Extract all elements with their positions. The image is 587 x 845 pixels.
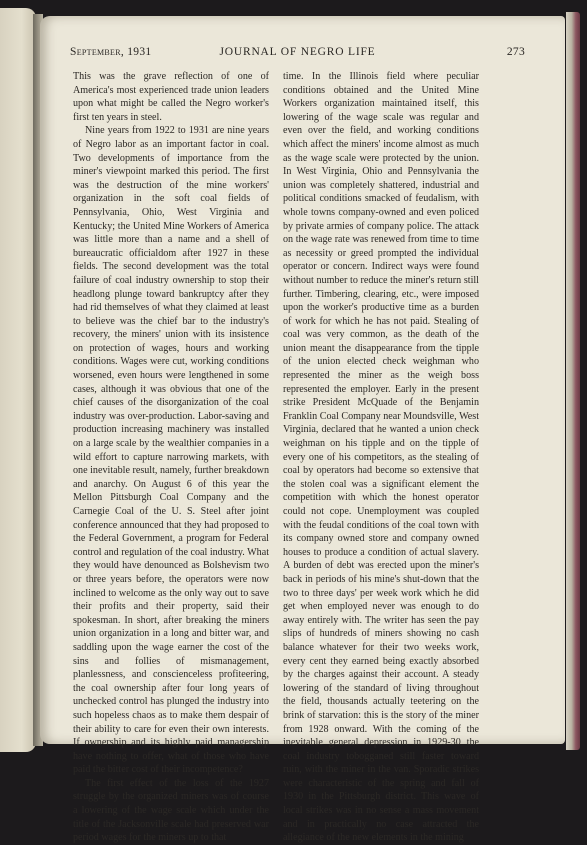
paragraph: The first effect of the loss of the 1927 struggle by the organized miners was of course a lowering of the wage scale which under the title of the Jacksonville scale had preserved war period wages for the miners up to that xyxy=(73,777,269,844)
page-number: 273 xyxy=(506,46,525,58)
left-column xyxy=(73,70,269,845)
issue-date: September, 1931 xyxy=(70,46,152,58)
left-page-edge xyxy=(0,8,36,752)
paragraph: This was the grave reflection of one of America's most experienced trade union leaders upon what might be called the Negro worker's first ten years in steel. xyxy=(73,71,269,123)
paragraph: time. In the Illinois field where peculiar conditions obtained and the United Mine Workers organization maintained itself, this lowering of the wage scale was regular and even over the field, and working conditions which affect the miners' income almost as much as the wage scale were protected by the union. In West Virginia, Ohio and Pennsylvania the union was completely shattered, industrial and political conditions smacked of feudalism, with whole towns company-owned and even policed by private armies of company police. The attack on the wage rate was renewed from time to time as necessity or greed prompted the individual operator or concern. Indirect ways were found without number to reduce the miner's return still further. Timbering, clearing, etc., were imposed upon the worker's productive time as a burden of work for which he has not paid. Stealing of coal was very common, as the death of the union meant the disappearance from the tipple of the union elected check weighman who represented the miner as the weigh boss represented the employer. Early in the present strike President McQuade of the Benjamin Franklin Coal Company near Moundsville, West Virginia, declared that he wanted a union check weighman on his tipple and on the tipple of every one of his competitors, as the stealing of coal by operators had become so extensive that the stolen coal was a significant element the competition with which the honest operator could not cope. Unemployment was coupled with the feudal conditions of the coal town with its company owned store and company owned houses to produce a condition of actual slavery. A burden of debt was erected upon the miner's back in periods of his mine's shut-down that the two to three days' per week work which he did get when employed never was enough to do away entirely with. The writer has seen the pay slips of hundreds of miners showing no cash balance whatever for their two weeks work, every cent they earned being exactly absorbed by the charges against their account. A steady lowering of the standard of living throughout the field, thousands actually teetering on the brink of starvation: this is the story of the miner from 1928 onward. With the coming of the inevitable general depression in 1929-30 the coal industry tobogganed still faster toward ruin, with the miner in the van. Sporadic strikes were characteristic of the spring and fall of 1930 in the Pittsburgh district. This wave of local strikes was in no sense a mass movement and in practically no case attracted the allegiance of the new elements in the mining xyxy=(283,71,479,844)
running-head xyxy=(70,46,525,60)
page-stack-edge xyxy=(566,12,580,750)
right-column xyxy=(283,70,479,845)
paragraph: Nine years from 1922 to 1931 are nine years of Negro labor as an important factor in coal. Two developments of importance from the miner's viewpoint marked this period. The first was the destruction of the mine workers' organization in the soft coal fields of Pennsylvania, Ohio, West Virginia and Kentucky; the United Mine Workers of America was little more than a name and a shell of bureaucratic officialdom after 1927 in these fields. The second development was the total failure of coal industry ownership to stop their headlong plunge toward bankruptcy after they had rid themselves of what they claimed at least to believe was the chief bar to the industry's recovery, the miners' union with its insistence on protection of wages, hours and working conditions. Wages were cut, working conditions worsened, even hours were lengthened in some cases, although it was obvious that one of the chief causes of the disorganization of the coal industry was over-production. Labor-saving and production increasing machinery was installed on a large scale by the wealthier companies in a wild effort to capture narrowing markets, with one inevitable result, namely, further breakdown and anarchy. On August 6 of this year the Mellon Pittsburgh Coal Company and the Carnegie Coal of the U. S. Steel after joint conference announced that they had proposed to the Federal Government, a program for Federal control and regulation of the coal industry. What they would have denounced as Bolshevism two or three years before, the operators were now inclined to welcome as the only way out to save their profits and their property, said their spokesman. In short, after breaking the miners union organization in a long and bitter war, and saddling upon the wage earner the cost of the sins and follies of mismanagement, planlessness, and conscienceless profiteering, the coal ownership after four long years of unchecked control has plunged the industry into such hopeless chaos as to make them despair of their ability to care for even their own interests. If ownership and its highly paid managership have nothing to offer, what of those who have paid the bitter cost of their incompetence? xyxy=(73,125,269,776)
journal-title: JOURNAL OF NEGRO LIFE xyxy=(219,46,376,58)
